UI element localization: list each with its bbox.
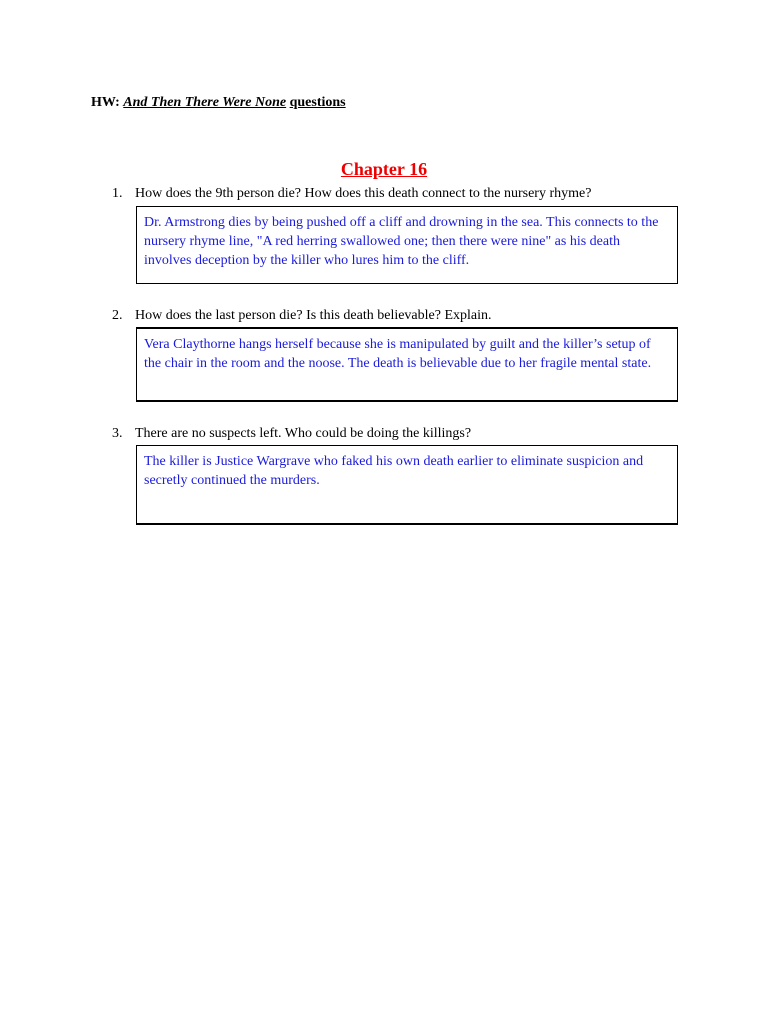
question-1-number: 1. bbox=[112, 186, 123, 201]
question-2-text: How does the last person die? Is this death believable? Explain. bbox=[135, 308, 492, 323]
homework-suffix: questions bbox=[289, 95, 346, 110]
answer-box-3[interactable] bbox=[136, 445, 678, 525]
question-3-number: 3. bbox=[112, 426, 123, 441]
answer-3-text: The killer is Justice Wargrave who faked his own death earlier to eliminate suspicion and secretly continued the murders. bbox=[144, 454, 644, 488]
question-3-text: There are no suspects left. Who could be doing the killings? bbox=[135, 426, 472, 441]
book-title: And Then There Were None bbox=[123, 95, 287, 110]
answer-box-1[interactable] bbox=[136, 206, 678, 284]
question-1 bbox=[112, 185, 591, 203]
homework-title bbox=[91, 94, 346, 112]
chapter-heading: Chapter 16 bbox=[340, 159, 428, 179]
answer-box-2[interactable] bbox=[136, 327, 678, 402]
question-1-text: How does the 9th person die? How does this death connect to the nursery rhyme? bbox=[135, 186, 592, 201]
answer-1-text: Dr. Armstrong dies by being pushed off a cliff and drowning in the sea. This connects to the nursery rhyme line, "A red herring swallowed one; then there were nine" as his death involves deception by the killer who lures him to the cliff. bbox=[144, 215, 659, 268]
homework-prefix: HW: bbox=[91, 95, 120, 110]
question-3 bbox=[112, 425, 471, 443]
question-2-number: 2. bbox=[112, 308, 123, 323]
answer-2-text: Vera Claythorne hangs herself because she is manipulated by guilt and the killer’s setup of the chair in the room and the noose. The death is believable due to her fragile mental state. bbox=[144, 337, 652, 371]
question-2 bbox=[112, 307, 492, 325]
